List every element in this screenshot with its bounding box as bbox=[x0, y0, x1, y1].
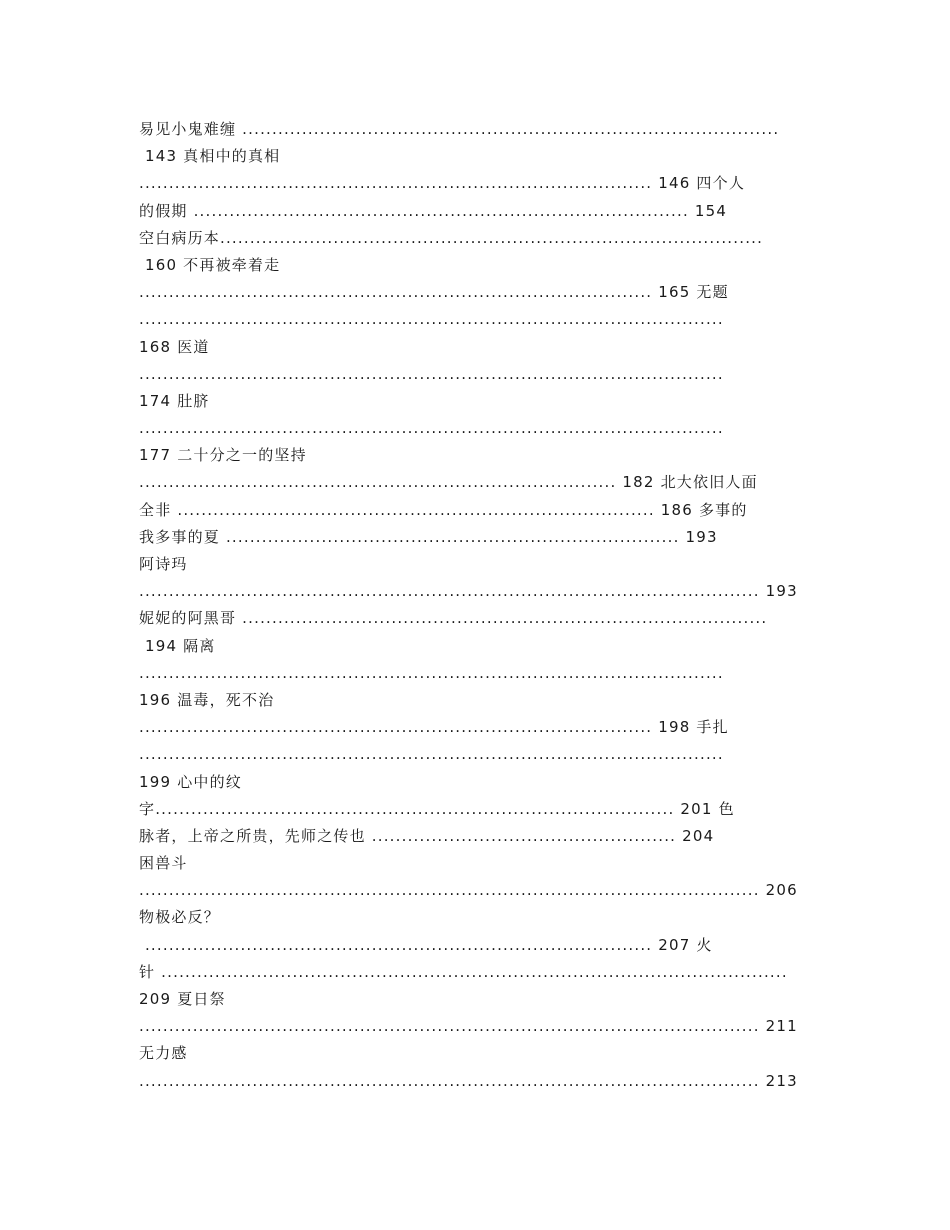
toc-line: 168 医道 bbox=[139, 337, 210, 356]
toc-line: 的假期 ................................................................................... 154 bbox=[139, 201, 728, 220]
toc-line: ..................................................................................... 207 火 bbox=[139, 935, 713, 954]
toc-line: 妮妮的阿黑哥 ........................................................................................ bbox=[139, 609, 768, 628]
toc-line: ...................................................................................... 165 无题 bbox=[139, 283, 729, 302]
toc-line: .................................................................................................. bbox=[139, 745, 724, 764]
toc-line: 易见小鬼难缠 .......................................................................................... bbox=[139, 120, 780, 138]
toc-line: 199 心中的纹 bbox=[139, 772, 242, 791]
toc-line: ........................................................................................................ 193 bbox=[139, 582, 798, 601]
toc-line: .................................................................................................. bbox=[139, 663, 724, 682]
toc-line: 160 不再被牵着走 bbox=[139, 255, 281, 274]
toc-line: 177 二十分之一的坚持 bbox=[139, 446, 307, 465]
toc-line: 物极必反？ bbox=[139, 908, 221, 927]
toc-line: .................................................................................................. bbox=[139, 364, 724, 383]
table-of-contents bbox=[139, 116, 819, 1095]
toc-line: 脉者，上帝之所贵，先师之传也 ................................................... 204 bbox=[139, 826, 715, 845]
toc-line: ................................................................................ 182 北大依旧人面 bbox=[139, 473, 758, 492]
toc-line: 字....................................................................................... 201 色 bbox=[139, 799, 735, 818]
toc-line: 我多事的夏 ............................................................................ 193 bbox=[139, 527, 718, 546]
toc-line: ........................................................................................................ 211 bbox=[139, 1017, 798, 1036]
toc-line: .................................................................................................. bbox=[139, 419, 724, 438]
toc-line: 209 夏日祭 bbox=[139, 990, 226, 1008]
toc-line: 全非 ................................................................................ 186 多事的 bbox=[139, 500, 748, 519]
toc-line: 空白病历本........................................................................................... bbox=[139, 228, 764, 247]
toc-line: ........................................................................................................ 206 bbox=[139, 881, 798, 900]
toc-line: 无力感 bbox=[139, 1044, 188, 1063]
toc-line: ...................................................................................... 146 四个人 bbox=[139, 174, 746, 193]
toc-line: .................................................................................................. bbox=[139, 310, 724, 329]
toc-line: 196 温毒，死不治 bbox=[139, 690, 275, 709]
toc-line: 194 隔离 bbox=[139, 636, 216, 655]
toc-line: 174 肚脐 bbox=[139, 391, 210, 410]
toc-line: 阿诗玛 bbox=[139, 555, 188, 573]
toc-line: 困兽斗 bbox=[139, 854, 188, 873]
toc-line: 针 ......................................................................................................... bbox=[139, 962, 788, 981]
toc-line: ...................................................................................... 198 手扎 bbox=[139, 718, 729, 737]
toc-line: 143 真相中的真相 bbox=[139, 147, 281, 166]
toc-line: ........................................................................................................ 213 bbox=[139, 1071, 798, 1090]
